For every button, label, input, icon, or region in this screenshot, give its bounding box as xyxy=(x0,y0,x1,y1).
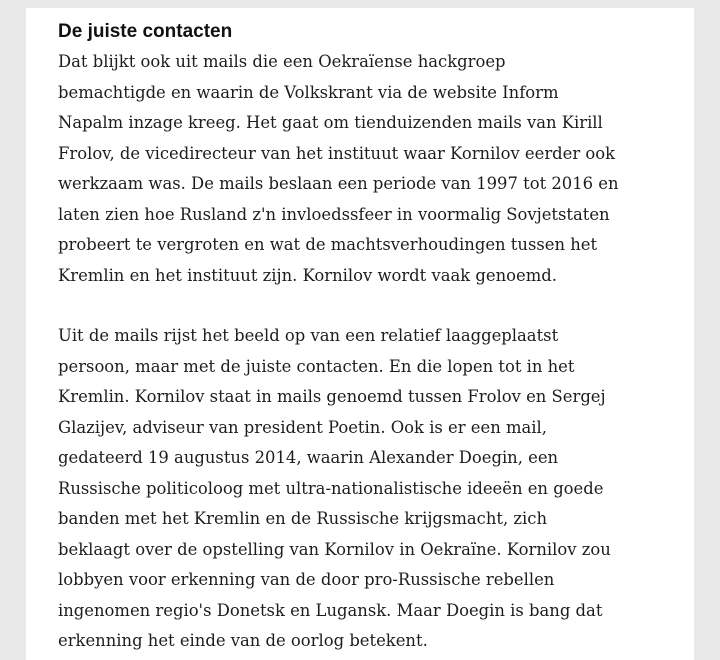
paragraph-line: lobbyen voor erkenning van de door pro-Russische rebellen xyxy=(58,570,555,589)
paragraph-line: Russische politicoloog met ultra-nationalistische ideeën en goede xyxy=(58,478,604,498)
article-page xyxy=(26,8,694,660)
article-heading: De juiste contacten xyxy=(58,21,233,42)
paragraph-line: laten zien hoe Rusland z'n invloedssfeer in voormalig Sovjetstaten xyxy=(58,204,610,224)
paragraph-line: probeert te vergroten en wat de machtsverhoudingen tussen het xyxy=(58,235,598,254)
article-paragraph-2 xyxy=(58,321,678,657)
paragraph-line: persoon, maar met de juiste contacten. En die lopen tot in het xyxy=(58,356,575,376)
paragraph-line: Frolov, de vicedirecteur van het instituut waar Kornilov eerder ook xyxy=(58,143,616,163)
article-content xyxy=(58,20,678,657)
paragraph-line: Dat blijkt ook uit mails die een Oekraïense hackgroep xyxy=(58,52,506,71)
paragraph-line: Uit de mails rijst het beeld op van een relatief laaggeplaatst xyxy=(58,326,559,345)
paragraph-line: gedateerd 19 augustus 2014, waarin Alexander Doegin, een xyxy=(58,448,559,467)
paragraph-line: Napalm inzage kreeg. Het gaat om tienduizenden mails van Kirill xyxy=(58,113,603,132)
paragraph-line: Kremlin en het instituut zijn. Kornilov wordt vaak genoemd. xyxy=(58,265,557,285)
paragraph-line: beklaagt over de opstelling van Kornilov in Oekraïne. Kornilov zou xyxy=(58,539,611,559)
paragraph-line: Glazijev, adviseur van president Poetin. Ook is er een mail, xyxy=(58,417,547,437)
paragraph-line: werkzaam was. De mails beslaan een periode van 1997 tot 2016 en xyxy=(58,174,619,193)
article-paragraph-1 xyxy=(58,47,678,291)
paragraph-line: erkenning het einde van de oorlog betekent. xyxy=(58,631,428,650)
paragraph-line: bemachtigde en waarin de Volkskrant via de website Inform xyxy=(58,82,559,102)
paragraph-line: ingenomen regio's Donetsk en Lugansk. Maar Doegin is bang dat xyxy=(58,600,603,620)
paragraph-line: banden met het Kremlin en de Russische krijgsmacht, zich xyxy=(58,509,547,528)
paragraph-line: Kremlin. Kornilov staat in mails genoemd tussen Frolov en Sergej xyxy=(58,387,606,406)
